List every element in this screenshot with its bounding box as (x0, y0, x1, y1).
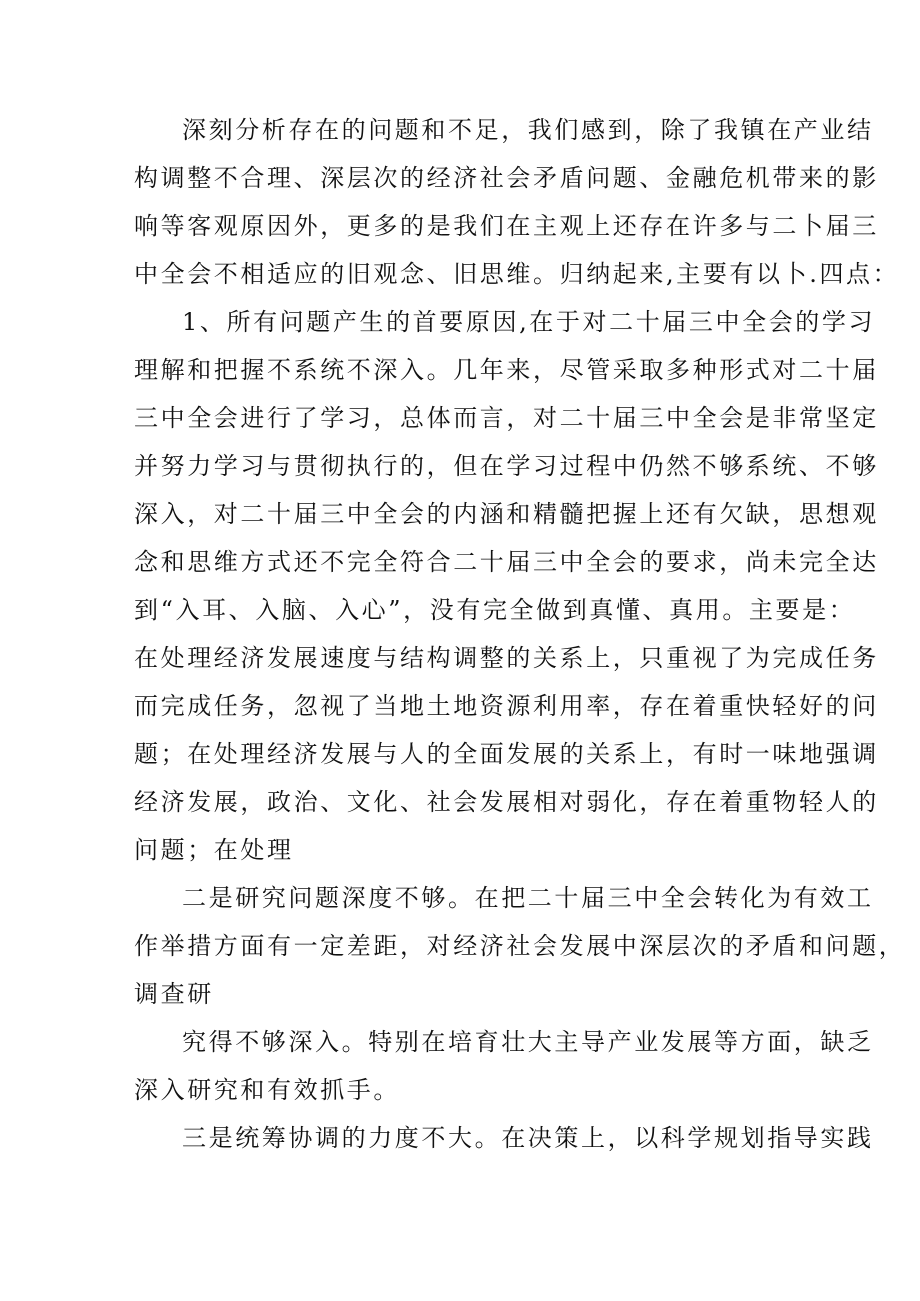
text-line: 作举措方面有一定差距，对经济社会发展中深层次的矛盾和问题， (134, 932, 906, 960)
text-line: 深入研究和有效抓手。 (134, 1076, 400, 1104)
text-line: 三是统筹协调的力度不大。在决策上，以科学规划指导实践 (182, 1124, 874, 1152)
text-line: 理解和把握不系统不深入。几年来，尽管采取多种形式对二十届 (134, 356, 879, 384)
text-line: 中全会不相适应的旧观念、旧思维。归纳起来,主要有以卜.四点： (134, 260, 900, 288)
text-line: 究得不够深入。特别在培育壮大主导产业发展等方面，缺乏 (182, 1028, 874, 1056)
text-line: 调查研 (134, 980, 214, 1008)
text-line: 在处理经济发展速度与结构调整的关系上，只重视了为完成任务 (134, 644, 879, 672)
text-line: 深刻分析存在的问题和不足，我们感到，除了我镇在产业结 (182, 116, 874, 144)
text-line: 深入，对二十届三中全会的内涵和精髓把握上还有欠缺，思想观 (134, 500, 879, 528)
text-line: 题；在处理经济发展与人的全面发展的关系上，有时一味地强调 (134, 740, 879, 768)
text-line: 二是研究问题深度不够。在把二十届三中全会转化为有效工 (182, 884, 874, 912)
text-line: 构调整不合理、深层次的经济社会矛盾问题、金融危机带来的影 (134, 164, 879, 192)
text-line: 念和思维方式还不完全符合二十届三中全会的要求，尚未完全达 (134, 548, 879, 576)
text-line: 到“入耳、入脑、入心”，没有完全做到真懂、真用。主要是： (134, 596, 856, 624)
text-line: 而完成任务，忽视了当地土地资源利用率，存在着重快轻好的问 (134, 692, 879, 720)
text-line: 经济发展，政治、文化、社会发展相对弱化，存在着重物轻人的 (134, 788, 879, 816)
text-line: 问题；在处理 (134, 836, 294, 864)
text-line: 三中全会进行了学习，总体而言，对二十届三中全会是非常坚定 (134, 404, 879, 432)
text-line: 并努力学习与贯彻执行的，但在学习过程中仍然不够系统、不够 (134, 452, 879, 480)
text-line: 响等客观原因外，更多的是我们在主观上还存在许多与二卜届三 (134, 212, 879, 240)
text-line: 1、所有问题产生的首要原因,在于对二十届三中全会的学习 (182, 308, 876, 336)
